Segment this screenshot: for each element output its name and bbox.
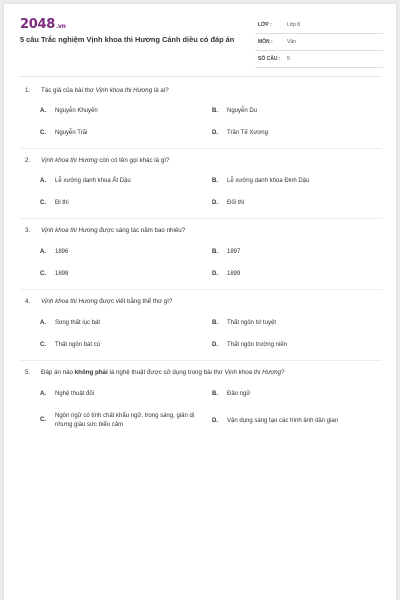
question-text: Vịnh khoa thi Hương được viết bằng thể thơ gì? [41,298,173,305]
question-number: 3. [25,227,31,234]
question-text: Tác giả của bài thơ Vịnh khoa thi Hương là ai? [41,87,169,94]
meta-row-subject [255,36,383,51]
page-title: 5 câu Trắc nghiệm Vịnh khoa thi Hương Cánh diều có đáp án [20,35,235,44]
meta-panel [255,19,383,70]
question-2: 2. Vịnh khoa thi Hương còn có tên gọi khác là gì? A. Lễ xướng danh khoa Ất Dậu B. Lễ xướng danh khoa Đinh Dậu C. Đi thi D. Đối thi [20,156,382,226]
question-number: 4. [25,298,31,305]
question-text: Vịnh khoa thi Hương còn có tên gọi khác là gì? [41,157,170,164]
header-divider [20,76,382,77]
meta-value: Văn [287,39,296,45]
question-number: 2. [25,157,31,164]
meta-value: 5 [287,56,290,62]
worksheet-page [4,4,396,600]
question-number: 1. [25,87,31,94]
question-5: 5. Đáp án nào không phải là nghệ thuật được sử dụng trong bài thơ Vịnh khoa thi Hương? A. Nghệ thuật đối B. Đảo ngữ C. Ngôn ngữ có tính chất khẩu ngữ, trong sáng, giản dị nhưng giàu sức biểu cảm D. Vận dụng sáng tạo các hình ảnh dân gian [25,369,339,428]
question-divider [20,218,382,219]
question-text: Đáp án nào không phải là nghệ thuật được sử dụng trong bài thơ Vịnh khoa thi Hương? [41,369,285,376]
question-1: 1. Tác giả của bài thơ Vịnh khoa thi Hương là ai? A. Nguyễn Khuyến B. Nguyễn Du C. Nguyễn Trãi D. Trần Tế Xương [20,86,382,156]
meta-label: SỐ CÂU : [258,56,281,62]
question-number: 5. [25,369,31,376]
meta-label: MÔN : [258,39,273,45]
meta-value: Lớp 8 [287,22,301,28]
worksheet-header [4,4,396,82]
question-divider [20,148,382,149]
meta-row-class [255,19,383,34]
question-3: 3. Vịnh khoa thi Hương được sáng tác năm bao nhiêu? A. 1896 B. 1897 C. 1898 D. 1899 [20,226,382,296]
site-logo[interactable] [20,17,66,32]
meta-row-count [255,53,383,68]
question-text: Vịnh khoa thi Hương được sáng tác năm bao nhiêu? [41,227,186,234]
logo-suffix: .vn [55,23,66,30]
meta-label: LỚP : [258,22,272,28]
question-divider [20,289,382,290]
logo-text: 2048 [20,17,55,32]
question-divider [20,360,382,361]
question-4: 4. Vịnh khoa thi Hương được viết bằng thể thơ gì? A. Song thất lục bát B. Thất ngôn tứ tuyệt C. Thất ngôn bát cú D. Thất ngôn trường niên [20,297,382,367]
